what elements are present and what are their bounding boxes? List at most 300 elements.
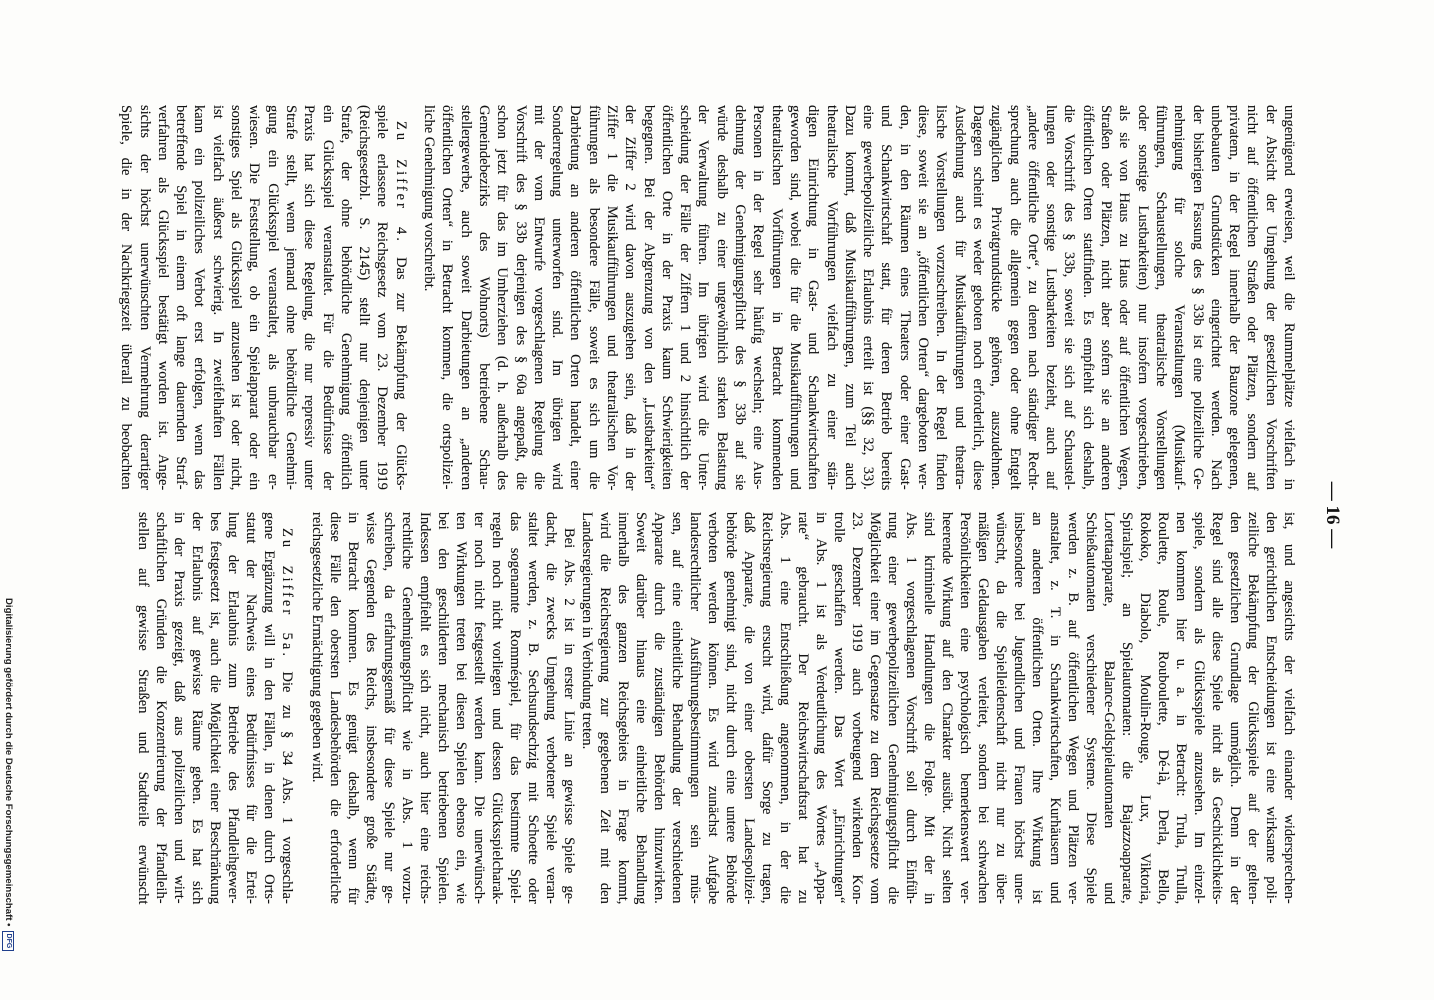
line-text: lung der Erlaubnis zum Betriebe des Pfandleihgewer-	[225, 512, 241, 904]
line-text: der Verwaltung führen. Im übrigen wird die Unter-	[695, 105, 712, 491]
line-content	[560, 528, 578, 904]
line-text: würde deshalb zu einer ungewöhnlich starken Belastung	[713, 105, 730, 490]
line-text: schaftlichen Gründen die Konzentrierung der Pfandleih-	[153, 512, 169, 904]
line-text: betreffende Spiel in einem oft lange dauernden Straf-	[173, 105, 190, 490]
text-line	[749, 105, 767, 490]
line-content	[658, 105, 676, 490]
line-text: privatem, in der Regel innerhalb der Bauzone gelegenen,	[1226, 105, 1243, 490]
line-content	[1082, 512, 1100, 904]
line-content	[318, 105, 336, 490]
text-line	[841, 105, 859, 490]
line-text: sichts der höchst unerwünschten Vermehrung derartiger	[136, 105, 153, 491]
line-text: spiele erlassene Reichsgesetz vom 23. Dezember 1919	[374, 105, 391, 490]
line-content	[326, 512, 344, 904]
line-content	[794, 512, 812, 904]
line-content	[596, 512, 614, 904]
line-text: diese, soweit sie an „öffentlichen Orten“ dargeboten wer-	[915, 105, 932, 490]
text-line	[974, 512, 992, 904]
line-text: Lorettaapparate, Balance-Geldspielautomaten und	[1101, 512, 1117, 905]
line-content	[1060, 105, 1078, 490]
text-line	[438, 105, 456, 490]
line-text: rechtliche Genehmigungspflicht wie in Abs. 1 vorzu-	[399, 512, 415, 905]
paragraph	[420, 105, 1298, 490]
line-text: Soweit darüber hinaus eine einheitliche Behandlung	[633, 512, 649, 905]
text-line	[1152, 105, 1170, 490]
text-line	[172, 105, 190, 490]
text-line	[632, 512, 650, 904]
line-content	[1010, 512, 1028, 904]
text-line	[1244, 512, 1262, 904]
text-line	[731, 105, 749, 490]
text-line	[859, 105, 877, 490]
line-content	[190, 105, 208, 490]
line-text: ten Wirkungen treten bei diesen Spielen ebenso ein, wie	[453, 512, 469, 904]
text-line	[1172, 512, 1190, 904]
text-line	[722, 512, 740, 904]
text-line	[758, 512, 776, 904]
line-content	[380, 512, 398, 904]
line-content	[117, 105, 135, 490]
text-line	[767, 105, 785, 490]
line-text: Das zur Bekämpfung der Glücks-	[392, 257, 409, 491]
line-content	[362, 512, 380, 904]
line-content	[866, 512, 884, 904]
line-content	[786, 105, 804, 490]
line-content	[920, 512, 938, 904]
text-line	[866, 512, 884, 904]
line-text: Abs. 1 eine Entschließung angenommen, in der die	[777, 512, 793, 904]
text-line	[434, 512, 452, 904]
line-text: stellen auf gewisse Straßen und Stadtteile erwünscht	[135, 512, 151, 905]
text-line	[1190, 512, 1208, 904]
text-line	[1024, 105, 1042, 490]
line-content	[1042, 105, 1060, 490]
line-text: der Absicht der Umgehung der gesetzlichen Vorschriften	[1262, 105, 1279, 490]
line-text: dehnung der Genehmigungspflicht des § 33b auf sie	[732, 105, 749, 491]
line-content	[227, 105, 245, 490]
text-line	[1280, 105, 1298, 490]
line-content	[373, 105, 391, 490]
text-line	[511, 105, 529, 490]
line-content	[524, 512, 542, 904]
line-text: Schießautomaten verschiedener Systeme. Diese Spiele	[1083, 512, 1099, 904]
line-text: staltet werden, z. B. Sechsundsechzig mit Schoette oder	[525, 512, 541, 904]
line-text: lungen oder sonstige Lustbarkeiten bezieht, auch auf	[1043, 105, 1060, 490]
line-text: ist vielfach äußerst schwierig. In zweifelhaften Fällen	[209, 105, 226, 491]
line-text: in der Praxis gezeigt, daß aus polizeilichen und wirt-	[171, 512, 187, 904]
line-content	[1078, 105, 1096, 490]
paragraph	[308, 512, 578, 904]
line-content	[420, 105, 438, 291]
line-content	[542, 512, 560, 904]
line-text: wünscht, da die Spielleidenschaft nicht nur zu über-	[993, 512, 1009, 904]
line-text: Apparate durch die zuständigen Behörden hinzuwirken.	[651, 512, 667, 904]
line-text: Dagegen scheint es weder geboten noch erforderlich, diese	[969, 105, 986, 491]
line-content	[135, 105, 153, 490]
line-content	[859, 105, 877, 490]
line-content	[812, 512, 830, 904]
text-line	[956, 512, 974, 904]
line-content	[650, 512, 668, 904]
line-text: sind kriminelle Handlungen die Folge. Mit der in	[921, 512, 937, 905]
line-content	[391, 121, 409, 490]
text-column-right	[134, 512, 1298, 904]
paragraph	[117, 105, 410, 490]
line-content	[694, 105, 712, 490]
line-text: regeln noch nicht vorliegen und dessen Glücksspielcharak-	[489, 512, 505, 905]
text-line	[493, 105, 511, 490]
line-text: zeiliche Bekämpfung der Glücksspiele auf der gelten-	[1245, 512, 1261, 905]
text-line	[1225, 105, 1243, 490]
text-line	[530, 105, 548, 490]
text-line	[1046, 512, 1064, 904]
text-line	[902, 512, 920, 904]
line-content	[170, 512, 188, 904]
text-line	[1154, 512, 1172, 904]
line-content	[488, 512, 506, 904]
line-content	[1226, 512, 1244, 904]
text-line	[1097, 105, 1115, 490]
line-content	[578, 512, 596, 749]
line-text: dacht, die zwecks Umgehung verbotener Spiele veran-	[543, 512, 559, 904]
line-text: der Ziffer 2 wird davon auszugehen sein, daß in der	[622, 105, 639, 491]
line-content	[877, 105, 895, 490]
text-line	[278, 512, 296, 904]
line-content	[804, 105, 822, 490]
dfg-logo: DFG	[3, 931, 15, 952]
line-text: reichsgesetzliche Ermächtigung gegeben wird.	[309, 512, 325, 783]
text-line	[794, 512, 812, 904]
line-content	[902, 512, 920, 904]
line-text: „andere öffentliche Orte“, zu denen nach ständiger Recht-	[1024, 105, 1041, 491]
line-content	[758, 512, 776, 904]
line-text: den, in den Räumen eines Theaters oder einer Gast-	[896, 105, 913, 490]
line-text: Roulette, Roule, Rouboulette, Dé-là, Derla, Bello,	[1155, 512, 1171, 905]
text-line	[938, 512, 956, 904]
line-content	[475, 105, 493, 490]
text-line	[713, 105, 731, 490]
text-line	[1136, 512, 1154, 904]
line-text: schon jetzt für das im Umherziehen (d. h. außerhalb des	[494, 105, 511, 491]
text-line	[154, 105, 172, 490]
line-text: sonstiges Spiel als Glücksspiel anzusehen ist oder nicht,	[228, 105, 245, 491]
line-content	[1225, 105, 1243, 490]
line-text: als sie von Haus zu Haus oder auf öffentlichen Wegen,	[1116, 105, 1133, 491]
line-text: sprechung auch die allgemein gegen oder ohne Entgelt	[1006, 105, 1023, 490]
line-content	[1046, 512, 1064, 904]
paragraph	[134, 512, 296, 904]
text-line	[822, 105, 840, 490]
line-content	[206, 512, 224, 904]
text-line	[584, 105, 602, 490]
page-number: — 16 —	[1322, 481, 1343, 549]
line-text: Rokoko, Diabolo, Moulin-Rouge, Lux, Viktoria,	[1137, 512, 1153, 905]
line-text: Abs. 1 vorgeschlagenen Vorschrift soll durch Einfüh-	[903, 512, 919, 904]
text-line	[117, 105, 135, 490]
line-text: liche Genehmigung vorschreibt.	[421, 105, 438, 292]
line-text: diese Fälle den obersten Landesbehörden die erforderliche	[327, 512, 343, 904]
line-text: insbesondere bei Jugendlichen und Frauen höchst uner-	[1011, 512, 1027, 904]
line-text: rate“ gebraucht. Der Reichswirtschaftsrat hat zu	[795, 512, 811, 904]
text-line	[326, 512, 344, 904]
line-content	[1244, 512, 1262, 904]
line-text: führungen als besondere Fälle, soweit es sich um die	[585, 105, 602, 490]
line-content	[969, 105, 987, 490]
text-line	[704, 512, 722, 904]
line-content	[992, 512, 1010, 904]
line-text: und Schankwirtschaft statt, für deren Betrieb bereits	[878, 105, 895, 491]
text-line	[884, 512, 902, 904]
text-line	[950, 105, 968, 490]
line-text: Sonderregelung unterworfen sind. Im übrigen wird	[549, 105, 566, 490]
line-text: gene Ergänzung will in den Fällen, in denen durch Orts-	[261, 512, 277, 904]
line-text: Regel sind alle diese Spiele nicht als Geschicklichkeits-	[1209, 512, 1225, 905]
line-text: ist, und angesichts der vielfach einander widersprechen-	[1281, 512, 1297, 904]
credit-text: Digitalisierung gefördert durch die Deutsche Forschungsgemeinschaft •	[3, 598, 14, 927]
text-line	[969, 105, 987, 490]
line-text: kann ein polizeiliches Verbot erst erfolgen, wenn das	[191, 105, 208, 490]
line-text: wiesen. Die Feststellung, ob ein Spielapparat oder ein	[246, 105, 263, 491]
line-content	[152, 512, 170, 904]
line-text: der Erlaubnis auf gewisse Räume geben. Es hat sich	[189, 512, 205, 905]
line-text: Dazu kommt, daß Musikaufführungen, zum Teil auch	[841, 105, 858, 490]
line-content	[300, 105, 318, 490]
text-line	[1188, 105, 1206, 490]
text-line	[877, 105, 895, 490]
line-content	[1207, 105, 1225, 490]
line-content	[1028, 512, 1046, 904]
section-heading: Zu Ziffer 5a.	[279, 528, 295, 659]
line-text: wird die Reichsregierung zur gegebenen Zeit mit den	[597, 512, 613, 904]
line-text: Ausdehnung auch für Musikaufführungen und theatra-	[951, 105, 968, 490]
line-content	[511, 105, 529, 490]
line-content	[713, 105, 731, 490]
line-text: begegnen. Bei der Abgrenzung von den „Lustbarkeiten“	[640, 105, 657, 490]
text-line	[170, 512, 188, 904]
line-content	[1190, 512, 1208, 904]
line-content	[621, 105, 639, 490]
line-content	[566, 105, 584, 490]
text-line	[1064, 512, 1082, 904]
line-content	[938, 512, 956, 904]
line-content	[355, 105, 373, 490]
line-text: mit der vom Entwurfe vorgeschlagenen Regelung die	[530, 105, 547, 490]
text-line	[206, 512, 224, 904]
line-text: Personen in der Regel sehr häufig wechseln; eine Aus-	[750, 105, 767, 490]
line-content	[614, 512, 632, 904]
line-content	[438, 105, 456, 490]
line-text: nicht auf öffentlichen Straßen oder Plätzen, sondern auf	[1244, 105, 1261, 491]
line-text: 23. Dezember 1919 auch vorbeugend wirkenden Kon-	[849, 512, 865, 905]
paragraph	[578, 512, 1298, 904]
line-text: werden z. B. auf öffentlichen Wegen und Plätzen ver-	[1065, 512, 1081, 905]
line-text: öffentlichen Orten stattfinden. Es empfiehlt sich deshalb,	[1079, 105, 1096, 490]
line-text: Darbietung an anderen öffentlichen Orten handelt, einer	[567, 105, 584, 490]
line-text: anstaltet, z. T. in Schankwirtschaften, Kurhäusern und	[1047, 512, 1063, 904]
text-line	[470, 512, 488, 904]
text-line	[1028, 512, 1046, 904]
line-content	[1115, 105, 1133, 490]
line-text: nehmigung für solche Veranstaltungen (Musikauf-	[1171, 105, 1188, 491]
line-text: verboten werden können. Es wird zunächst Aufgabe	[705, 512, 721, 905]
text-line	[804, 105, 822, 490]
line-content	[776, 512, 794, 904]
line-text: Straßen oder Plätzen, nicht aber sofern sie an anderen	[1098, 105, 1115, 491]
text-line	[1170, 105, 1188, 490]
text-line	[1060, 105, 1078, 490]
line-text: Möglichkeit einer im Gegensatze zu dem Reichsgesetze vom	[867, 512, 883, 904]
line-content	[260, 512, 278, 904]
text-line	[224, 512, 242, 904]
text-line	[420, 105, 438, 490]
text-line	[920, 512, 938, 904]
digitization-credit	[1, 598, 16, 951]
line-content	[1280, 512, 1298, 904]
line-content	[470, 512, 488, 904]
line-content	[848, 512, 866, 904]
line-content	[224, 512, 242, 904]
line-text: daß Apparate, die von einer obersten Landespolizei-	[741, 512, 757, 905]
line-text: sen, auf eine einheitliche Behandlung der verschiedenen	[669, 512, 685, 904]
text-line	[848, 512, 866, 904]
line-text: Spiele, die in der Nachkriegszeit überall zu beobachten	[118, 105, 135, 490]
text-line	[373, 105, 391, 490]
line-text: wisse Gegenden des Reichs, insbesondere große Städte,	[363, 512, 379, 904]
line-text: innerhalb des ganzen Reichsgebiets in Frage kommt,	[615, 512, 631, 905]
line-text: oder sonstige Lustbarkeiten) nur insofern vorgeschrieben,	[1134, 105, 1151, 490]
text-line	[506, 512, 524, 904]
line-text: Gemeindebezirks des Wohnorts) betriebene Schau-	[475, 105, 492, 490]
text-line	[227, 105, 245, 490]
text-line	[694, 105, 712, 490]
text-line	[488, 512, 506, 904]
text-line	[676, 105, 694, 490]
line-content	[704, 512, 722, 904]
text-line	[524, 512, 542, 904]
line-text: ungenügend erweisen, weil die Rummelplätze vielfach in	[1281, 105, 1297, 490]
text-line	[1133, 105, 1151, 490]
text-line	[578, 512, 596, 904]
line-text: unbebauten Grundstücken eingerichtet werden. Nach	[1207, 105, 1224, 491]
line-content	[830, 512, 848, 904]
line-text: in Abs. 1 ist als Verdeutlichung des Wortes „Appa-	[813, 512, 829, 905]
text-line	[1207, 105, 1225, 490]
line-content	[950, 105, 968, 490]
line-content	[188, 512, 206, 904]
line-text: eine gewerbepolizeiliche Erlaubnis erteilt ist (§§ 32, 33).	[860, 105, 877, 490]
line-content	[1100, 512, 1118, 904]
line-content	[344, 512, 362, 904]
text-line	[830, 512, 848, 904]
text-line	[1100, 512, 1118, 904]
line-content	[1262, 512, 1280, 904]
line-content	[434, 512, 452, 904]
text-line	[475, 105, 493, 490]
line-text: statut der Nachweis eines Bedürfnisses für die Ertei-	[243, 512, 259, 904]
line-content	[154, 105, 172, 490]
line-content	[1261, 105, 1279, 490]
text-line	[1262, 512, 1280, 904]
text-line	[135, 105, 153, 490]
line-content	[686, 512, 704, 904]
line-text: Indessen empfiehlt es sich nicht, auch hier eine reichs-	[417, 512, 433, 904]
text-line	[1082, 512, 1100, 904]
text-line	[134, 512, 152, 904]
line-text: mäßigen Geldausgaben verleitet, sondern bei schwachen	[975, 512, 991, 904]
line-content	[1280, 105, 1298, 490]
text-line	[282, 105, 300, 490]
text-line	[1005, 105, 1023, 490]
line-text: stellergewerbe, auch soweit Darbietungen an „anderen	[457, 105, 474, 491]
text-line	[260, 512, 278, 904]
line-content	[1136, 512, 1154, 904]
text-line	[686, 512, 704, 904]
line-text: Praxis hat sich diese Regelung, die nur repressiv unter	[301, 105, 318, 490]
line-content	[1243, 105, 1261, 490]
text-line	[548, 105, 566, 490]
line-content	[493, 105, 511, 490]
text-line	[1226, 512, 1244, 904]
line-content	[722, 512, 740, 904]
line-text: Ziffer 1 die Musikaufführungen und theatralischen Vor-	[604, 105, 621, 491]
line-content	[740, 512, 758, 904]
line-text: den gerichtlichen Entscheidungen ist eine wirksame poli-	[1263, 512, 1279, 904]
line-content	[416, 512, 434, 904]
line-text: Reichsregierung ersucht wird, dafür Sorge zu tragen,	[759, 512, 775, 904]
line-content	[1208, 512, 1226, 904]
text-line	[188, 512, 206, 904]
line-content	[1097, 105, 1115, 490]
text-line	[391, 105, 409, 490]
line-content	[1170, 105, 1188, 490]
line-content	[337, 105, 355, 490]
line-content	[1064, 512, 1082, 904]
text-line	[344, 512, 362, 904]
line-content	[530, 105, 548, 490]
line-text: bes festgesetzt ist, auch die Möglichkeit einer Beschränkung	[207, 512, 223, 905]
text-line	[263, 105, 281, 490]
text-line	[776, 512, 794, 904]
text-line	[1115, 105, 1133, 490]
line-content	[676, 105, 694, 490]
line-text: Die zu § 34 Abs. 1 vorgeschla-	[279, 671, 295, 904]
text-line	[542, 512, 560, 904]
line-content	[767, 105, 785, 490]
text-line	[812, 512, 830, 904]
line-text: Strafe stellt, wenn jemand ohne behördliche Genehmi-	[282, 105, 299, 490]
text-line	[362, 512, 380, 904]
text-line	[208, 105, 226, 490]
line-text: rung einer gewerbepolizeilichen Genehmigungspflicht die	[885, 512, 901, 905]
line-text: theatralische Vorführungen vielfach zu einer stän-	[823, 105, 840, 490]
line-text: lische Vorstellungen vorzuschreiben. In der Regel finden	[933, 105, 950, 491]
line-content	[308, 512, 326, 783]
line-content	[932, 105, 950, 490]
text-line	[740, 512, 758, 904]
line-text: ein Glücksspiel veranstaltet. Für die Bedürfnisse der	[319, 105, 336, 491]
text-line	[596, 512, 614, 904]
line-content	[1188, 105, 1206, 490]
text-line	[932, 105, 950, 490]
text-line	[456, 105, 474, 490]
text-line	[992, 512, 1010, 904]
text-line	[1243, 105, 1261, 490]
line-text: heerende Wirkung auf den Charakter ausübt. Nicht selten	[939, 512, 955, 904]
line-content	[242, 512, 260, 904]
line-text: Vorschrift des § 33b derjenigen des § 60a angepaßt, die	[512, 105, 529, 491]
line-content	[884, 512, 902, 904]
line-text: Bei Abs. 2 ist in erster Linie an gewisse Spiele ge-	[561, 528, 577, 904]
